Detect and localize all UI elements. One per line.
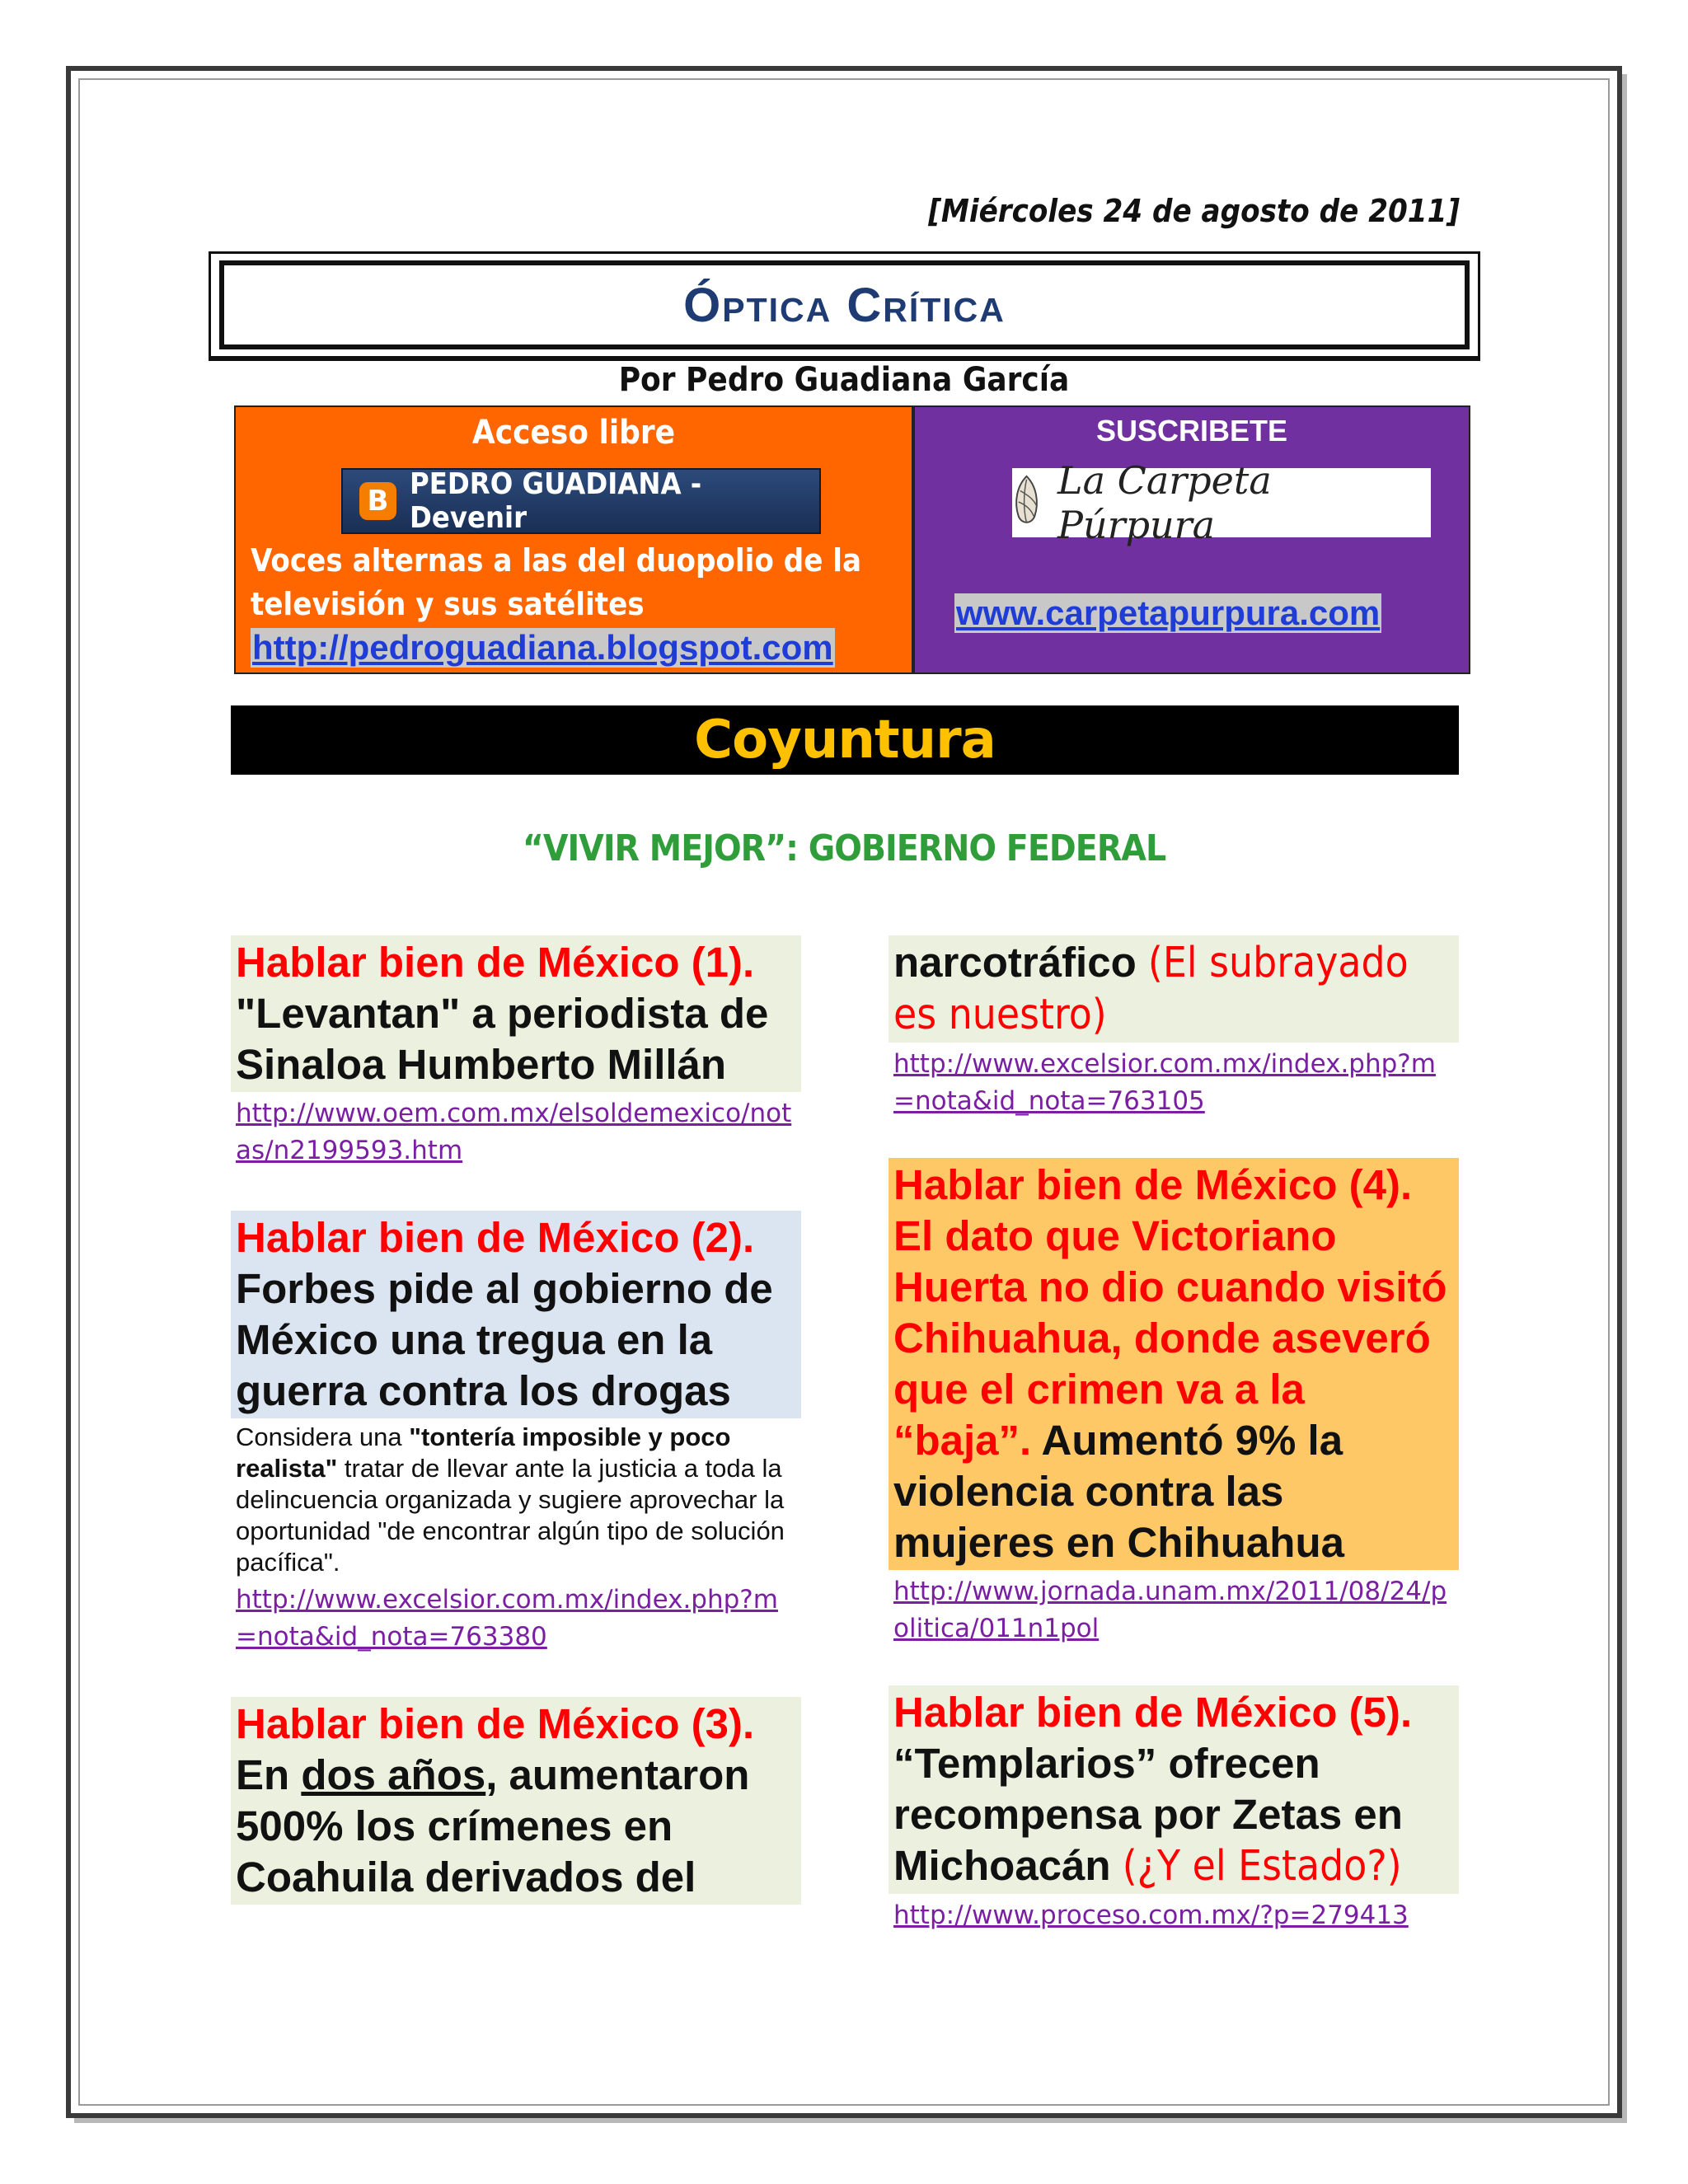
article-5-headline: “Templarios” ofrecen recompensa por Zetas en Michoacán [893, 1740, 1403, 1889]
carpeta-purpura-logo[interactable] [1012, 458, 1431, 547]
article-1-link[interactable]: http://www.oem.com.mx/elsoldemexico/notas/n2199593.htm [236, 1099, 792, 1165]
blog-link[interactable]: http://pedroguadiana.blogspot.com [252, 628, 833, 667]
blog-tagline: Voces alternas a las del duopolio de la televisión y sus satélites [251, 542, 862, 622]
blog-badge-text: PEDRO GUADIANA - Devenir [410, 467, 702, 535]
article-4-black-text: Aumentó 9% la violencia contra las mujeres en Chihuahua [893, 1417, 1344, 1566]
article-3-continuation-block [889, 935, 1459, 1043]
article-1-headline-block [231, 935, 801, 1092]
article-3-continuation: narcotráfico [893, 939, 1137, 986]
article-3-kicker: Hablar bien de México (3). [236, 1700, 755, 1747]
article-4-link[interactable]: http://www.jornada.unam.mx/2011/08/24/politica/011n1pol [893, 1577, 1447, 1643]
column-left [231, 935, 801, 1905]
article-1-kicker: Hablar bien de México (1). [236, 939, 755, 986]
article-4-headline-block [889, 1158, 1459, 1570]
blog-badge[interactable] [341, 468, 821, 534]
article-2-summary: Considera una "tontería imposible y poco realista" tratar de llevar ante la justicia a toda la delincuencia organizada y sugiere aprovechar la oportunidad "de encontrar algún tipo de solución pacífica". [236, 1422, 785, 1577]
article-5-note: (¿Y el Estado?) [1122, 1842, 1402, 1891]
shell-icon [1012, 474, 1041, 532]
byline: Por Pedro Guadiana García [618, 361, 1070, 399]
carpeta-logo-text: La Carpeta Púrpura [1057, 458, 1272, 547]
promo-subscribe-panel [913, 405, 1470, 674]
article-3-headline: En dos años, aumentaron 500% los crímenes en Coahuila derivados del [236, 1751, 750, 1900]
article-2-headline-block [231, 1211, 801, 1418]
article-5-kicker: Hablar bien de México (5). [893, 1689, 1413, 1736]
section-heading: “VIVIR MEJOR”: GOBIERNO FEDERAL [522, 827, 1166, 869]
article-4-red-text: El dato que Victoriano Huerta no dio cuando visitó Chihuahua, donde aseveró que el crimen va a la “baja”. [893, 1212, 1447, 1464]
article-5-headline-block [889, 1685, 1459, 1894]
carpeta-link[interactable]: www.carpetapurpura.com [956, 593, 1381, 632]
section-bar-title: Coyuntura [694, 710, 996, 771]
issue-date: [Miércoles 24 de agosto de 2011] [928, 193, 1460, 229]
article-1-headline: "Levantan" a periodista de Sinaloa Humberto Millán [236, 990, 769, 1088]
promo-blog-panel [234, 405, 913, 674]
masthead-title: Óptica Crítica [683, 278, 1006, 332]
article-2-link[interactable]: http://www.excelsior.com.mx/index.php?m=nota&id_nota=763380 [236, 1585, 778, 1652]
subscribe-heading: SUSCRIBETE [1095, 414, 1288, 448]
masthead-box [209, 251, 1480, 359]
promo-blog-heading: Acceso libre [471, 414, 676, 452]
article-2-kicker: Hablar bien de México (2). [236, 1214, 755, 1261]
article-4-kicker: Hablar bien de México (4). [893, 1161, 1413, 1208]
section-bar [231, 705, 1459, 775]
article-3-note: (El subrayado es nuestro) [893, 939, 1409, 1039]
article-3-link[interactable]: http://www.excelsior.com.mx/index.php?m=nota&id_nota=763105 [893, 1049, 1436, 1116]
column-right [889, 935, 1459, 1934]
article-2-headline: Forbes pide al gobierno de México una tregua en la guerra contra los drogas [236, 1265, 773, 1414]
article-3-headline-block [231, 1697, 801, 1905]
blogger-icon: B [359, 482, 396, 520]
article-5-link[interactable]: http://www.proceso.com.mx/?p=279413 [893, 1900, 1409, 1930]
